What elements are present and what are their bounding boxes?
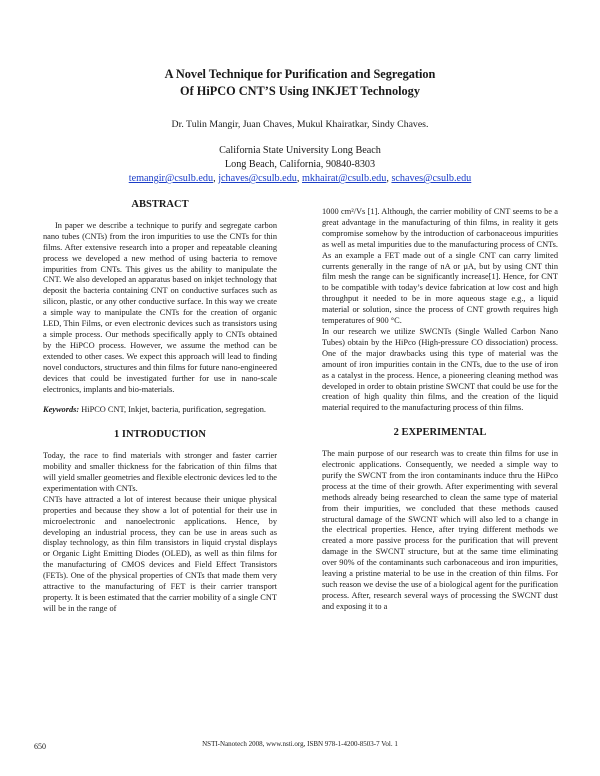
right-paragraph-1: 1000 cm²/Vs [1]. Although, the carrier mobility of CNT seems to be a great advantage in the manufacturing of thin films, in reality it gets compromise somehow by the introduction of carbonaceous impurities as well as metal impurities due to the manufacturing process of CNTs. As an example a FET made out of a single CNT can carry limited currents generally in the range of nA or µA, but by using CNT thin film mesh the range can be significantly increase[1]. Hence, for CNT to be compatible with today’s device fabrication at low cost and high throughput it needed to be in more aqueous stage e.g., a liquid material or solution, since the process of CNT growth requires high temperatures of 900 °C. bbox=[322, 207, 558, 326]
left-column bbox=[43, 200, 277, 615]
page-footer: NSTI-Nanotech 2008, www.nsti.org, ISBN 978-1-4200-8503-7 Vol. 1 bbox=[202, 740, 398, 748]
affiliation-line-2: Long Beach, California, 90840-8303 bbox=[224, 159, 376, 170]
abstract-body: In paper we describe a technique to purify and segregate carbon nano tubes (CNTs) from the iron impurities to use the CNTs for thin films. After extensive research into a proper and repeatable cleaning process we developed a new method of using bacteria to remove impurities from CNTs. This gives us the ability to manipulate the CNT. We also developed an apparatus based on inkjet technology that deposit the bacteria containing CNT on conductive surfaces such as silicon, plastic, or any other conductive surface. In this way we create a simple way to manipulate the CNTs for the creation of organic LED, Thin Films, or even electronic devices such as transistors using a simple process. Our methods specifically apply to CNTs obtained by the HiPCO process. However, we assume the method can be extended to other cases. We expect this approach will lead to finding novel conductors, structures and thin films for future nano-engineered devices that could be investigated further for use in nano-scale electronics, implants and bio-materials. bbox=[43, 220, 277, 394]
email-link[interactable]: schaves@csulb.edu bbox=[391, 173, 472, 184]
keywords-text: HiPCO CNT, Inkjet, bacteria, purification, segregation. bbox=[79, 405, 266, 415]
page-number: 650 bbox=[34, 742, 46, 751]
email-list: temangir@csulb.edu, jchaves@csulb.edu, mkhairat@csulb.edu, schaves@csulb.edu bbox=[128, 173, 472, 184]
experimental-paragraph-1: The main purpose of our research was to create thin films for use in electronic applications. Consequently, we needed a simple way to purify the SWCNT from the iron contaminants induce thru the HiPco process at the time of their growth. After experimenting with several methods already being researched to clean the same type of material from their impurities, we concluded that these methods caused structural damage of the SWCNT which will also led to a change in the electrical properties. Hence, after trying different methods we created a more passive process for the purification that will prevent damage in the SWCNT structure, but at the same time eliminating over 90% of the contaminants such carbonaceous and iron impurities, leaving a pristine material to be use in the creation of thin films. For such reason we devise the use of a biological agent for the purification process. After, research several ways of processing the SWCNT dust and exposing it to a bbox=[322, 449, 558, 611]
title-line-1: A Novel Technique for Purification and Segregation bbox=[164, 67, 436, 81]
authors: Dr. Tulin Mangir, Juan Chaves, Mukul Khairatkar, Sindy Chaves. bbox=[171, 119, 429, 130]
experimental-heading: 2 EXPERIMENTAL bbox=[393, 427, 487, 439]
keywords-label: Keywords: bbox=[43, 405, 80, 415]
right-paragraph-2: In our research we utilize SWCNTs (Single Walled Carbon Nano Tubes) obtain by the HiPco (High-pressure CO dissociation) process. One of the major drawbacks using this type of material was the amount of iron impurities contain in the CNTs, due to the use of iron as a catalyst in the process. Hence, a pioneering cleaning method was developed in order to obtain pristine SWCNT that could be use for the creation of high quality thin films, and the creation of the liquid material required to the manufacturing process of thin films. bbox=[322, 326, 558, 413]
paper-title bbox=[60, 66, 540, 100]
email-link[interactable]: temangir@csulb.edu bbox=[128, 173, 214, 184]
right-column bbox=[322, 207, 558, 613]
title-line-2: Of HiPCO CNT’S Using INKJET Technology bbox=[180, 84, 420, 98]
introduction-heading: 1 INTRODUCTION bbox=[114, 429, 206, 441]
intro-paragraph-1: Today, the race to find materials with stronger and faster carrier mobility and smaller thickness for the fabrication of thin films that will yield smaller geometries and flexible electronic devices led to the experimentation with CNTs. bbox=[43, 451, 278, 493]
abstract-heading: ABSTRACT bbox=[131, 199, 189, 210]
email-link[interactable]: jchaves@csulb.edu bbox=[218, 173, 297, 184]
email-link[interactable]: mkhairat@csulb.edu bbox=[301, 173, 387, 184]
affiliation-line-1: California State University Long Beach bbox=[219, 145, 381, 156]
keywords bbox=[43, 405, 277, 416]
affiliation bbox=[60, 144, 540, 186]
intro-paragraph-2: CNTs have attracted a lot of interest because their unique physical properties and because they show a lot of potential for their use in microelectronic and nanoelectronic applications. Hence, by developing an industrial process, they can be use in areas such as display technology, as thin film transistors in liquid crystal displays or Organic Light Emitting Diodes (OLED), as well as thin films for the manufacturing of CMOS devices and Field Effect Transistors (FETs). One of the physical properties of CNTs that made them very attractive to the manufacturing of FET is their carrier transport property. It is been estimated that the carrier mobility of a single CNT will be in the range of bbox=[43, 494, 277, 613]
